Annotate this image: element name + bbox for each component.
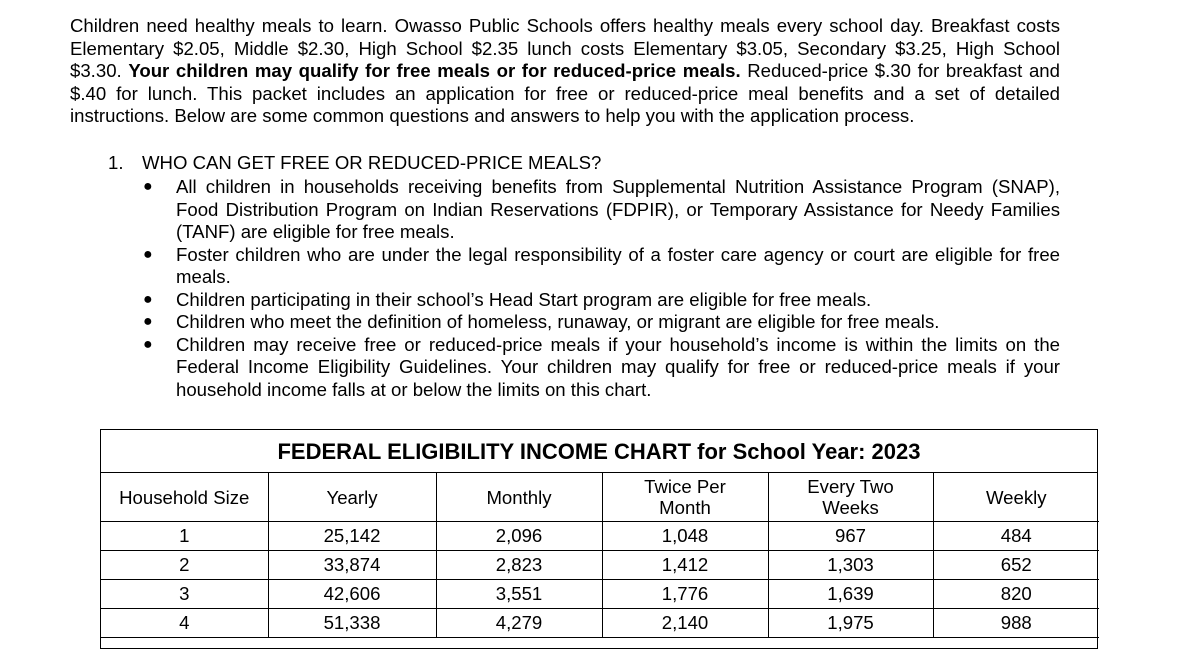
- bullet-icon: ●: [143, 178, 153, 195]
- table-cell: 967: [768, 522, 933, 551]
- intro-paragraph: [70, 15, 1060, 128]
- income-chart-title: FEDERAL ELIGIBILITY INCOME CHART for School Year: 2023: [101, 430, 1097, 473]
- column-header: Monthly: [436, 473, 602, 522]
- income-chart: [100, 429, 1098, 649]
- list-item: ● Foster children who are under the legal responsibility of a foster care agency or court are eligible for free meals.: [143, 243, 1060, 287]
- bullet-icon: ●: [143, 245, 153, 263]
- table-cell: 33,874: [268, 551, 436, 580]
- question-title: WHO CAN GET FREE OR REDUCED-PRICE MEALS?: [142, 152, 602, 173]
- table-cell: 652: [933, 551, 1099, 580]
- table-cell: 2,823: [436, 551, 602, 580]
- table-cell: 25,142: [268, 522, 436, 551]
- table-cell: 1,975: [768, 609, 933, 638]
- table-cell: 3,551: [436, 580, 602, 609]
- table-row: [101, 609, 1099, 638]
- income-table: [101, 473, 1099, 638]
- table-cell: 1,639: [768, 580, 933, 609]
- eligibility-list: [142, 176, 1060, 401]
- table-cell: 820: [933, 580, 1099, 609]
- table-row: [101, 551, 1099, 580]
- table-header-row: [101, 473, 1099, 522]
- table-cell: 1,776: [602, 580, 768, 609]
- column-header: Twice Per Month: [602, 473, 768, 522]
- list-item: ● Children participating in their school’s Head Start program are eligible for free meals.: [143, 288, 872, 310]
- intro-bold-text: Your children may qualify for free meals or for reduced-price meals.: [128, 60, 741, 81]
- bullet-icon: ●: [143, 313, 153, 330]
- table-cell: 1,303: [768, 551, 933, 580]
- table-cell: 4,279: [436, 609, 602, 638]
- table-cell: 2: [101, 551, 268, 580]
- table-cell: 2,140: [602, 609, 768, 638]
- column-header: Household Size: [101, 473, 268, 522]
- list-item: ● All children in households receiving benefits from Supplemental Nutrition Assistance Program (SNAP), Food Distribution Program on Indian Reservations (FDPIR), or Temporary Assistance for Needy Families (TANF) are eligible for free meals.: [143, 176, 1060, 242]
- bullet-icon: ●: [143, 290, 153, 308]
- table-cell: 4: [101, 609, 268, 638]
- table-cell: 1: [101, 522, 268, 551]
- table-row: [101, 522, 1099, 551]
- list-item: ● Children who meet the definition of homeless, runaway, or migrant are eligible for free meals.: [143, 311, 940, 332]
- table-cell: 42,606: [268, 580, 436, 609]
- bullet-icon: ●: [143, 335, 153, 353]
- question-number: 1.: [108, 152, 124, 173]
- table-row: [101, 580, 1099, 609]
- table-cell: 484: [933, 522, 1099, 551]
- intro-text-1: Children need healthy meals to learn. Owasso Public Schools offers healthy meals every school day. Breakfast costs Elementary $2.05, Middle $2.30, High School $2.35 lunch costs Elementary $3.05, Secondary $3.25, High School $3.30.: [70, 15, 1060, 81]
- column-header: Every Two Weeks: [768, 473, 933, 522]
- list-item: ● Children may receive free or reduced-price meals if your household’s income is within the limits on the Federal Income Eligibility Guidelines. Your children may qualify for free or reduced-price meals if your household income falls at or below the limits on this chart.: [143, 333, 1060, 400]
- column-header: Weekly: [933, 473, 1099, 522]
- intro-text-2: Reduced-price $.30 for breakfast and $.40 for lunch. This packet includes an application for free or reduced-price meal benefits and a set of detailed instructions. Below are some common questions and answers to help you with the application process.: [70, 60, 1060, 126]
- question-heading: [108, 152, 601, 174]
- table-cell: 3: [101, 580, 268, 609]
- table-cell: 1,412: [602, 551, 768, 580]
- column-header: Yearly: [268, 473, 436, 522]
- table-cell: 988: [933, 609, 1099, 638]
- table-cell: 2,096: [436, 522, 602, 551]
- table-cell: 1,048: [602, 522, 768, 551]
- table-cell: 51,338: [268, 609, 436, 638]
